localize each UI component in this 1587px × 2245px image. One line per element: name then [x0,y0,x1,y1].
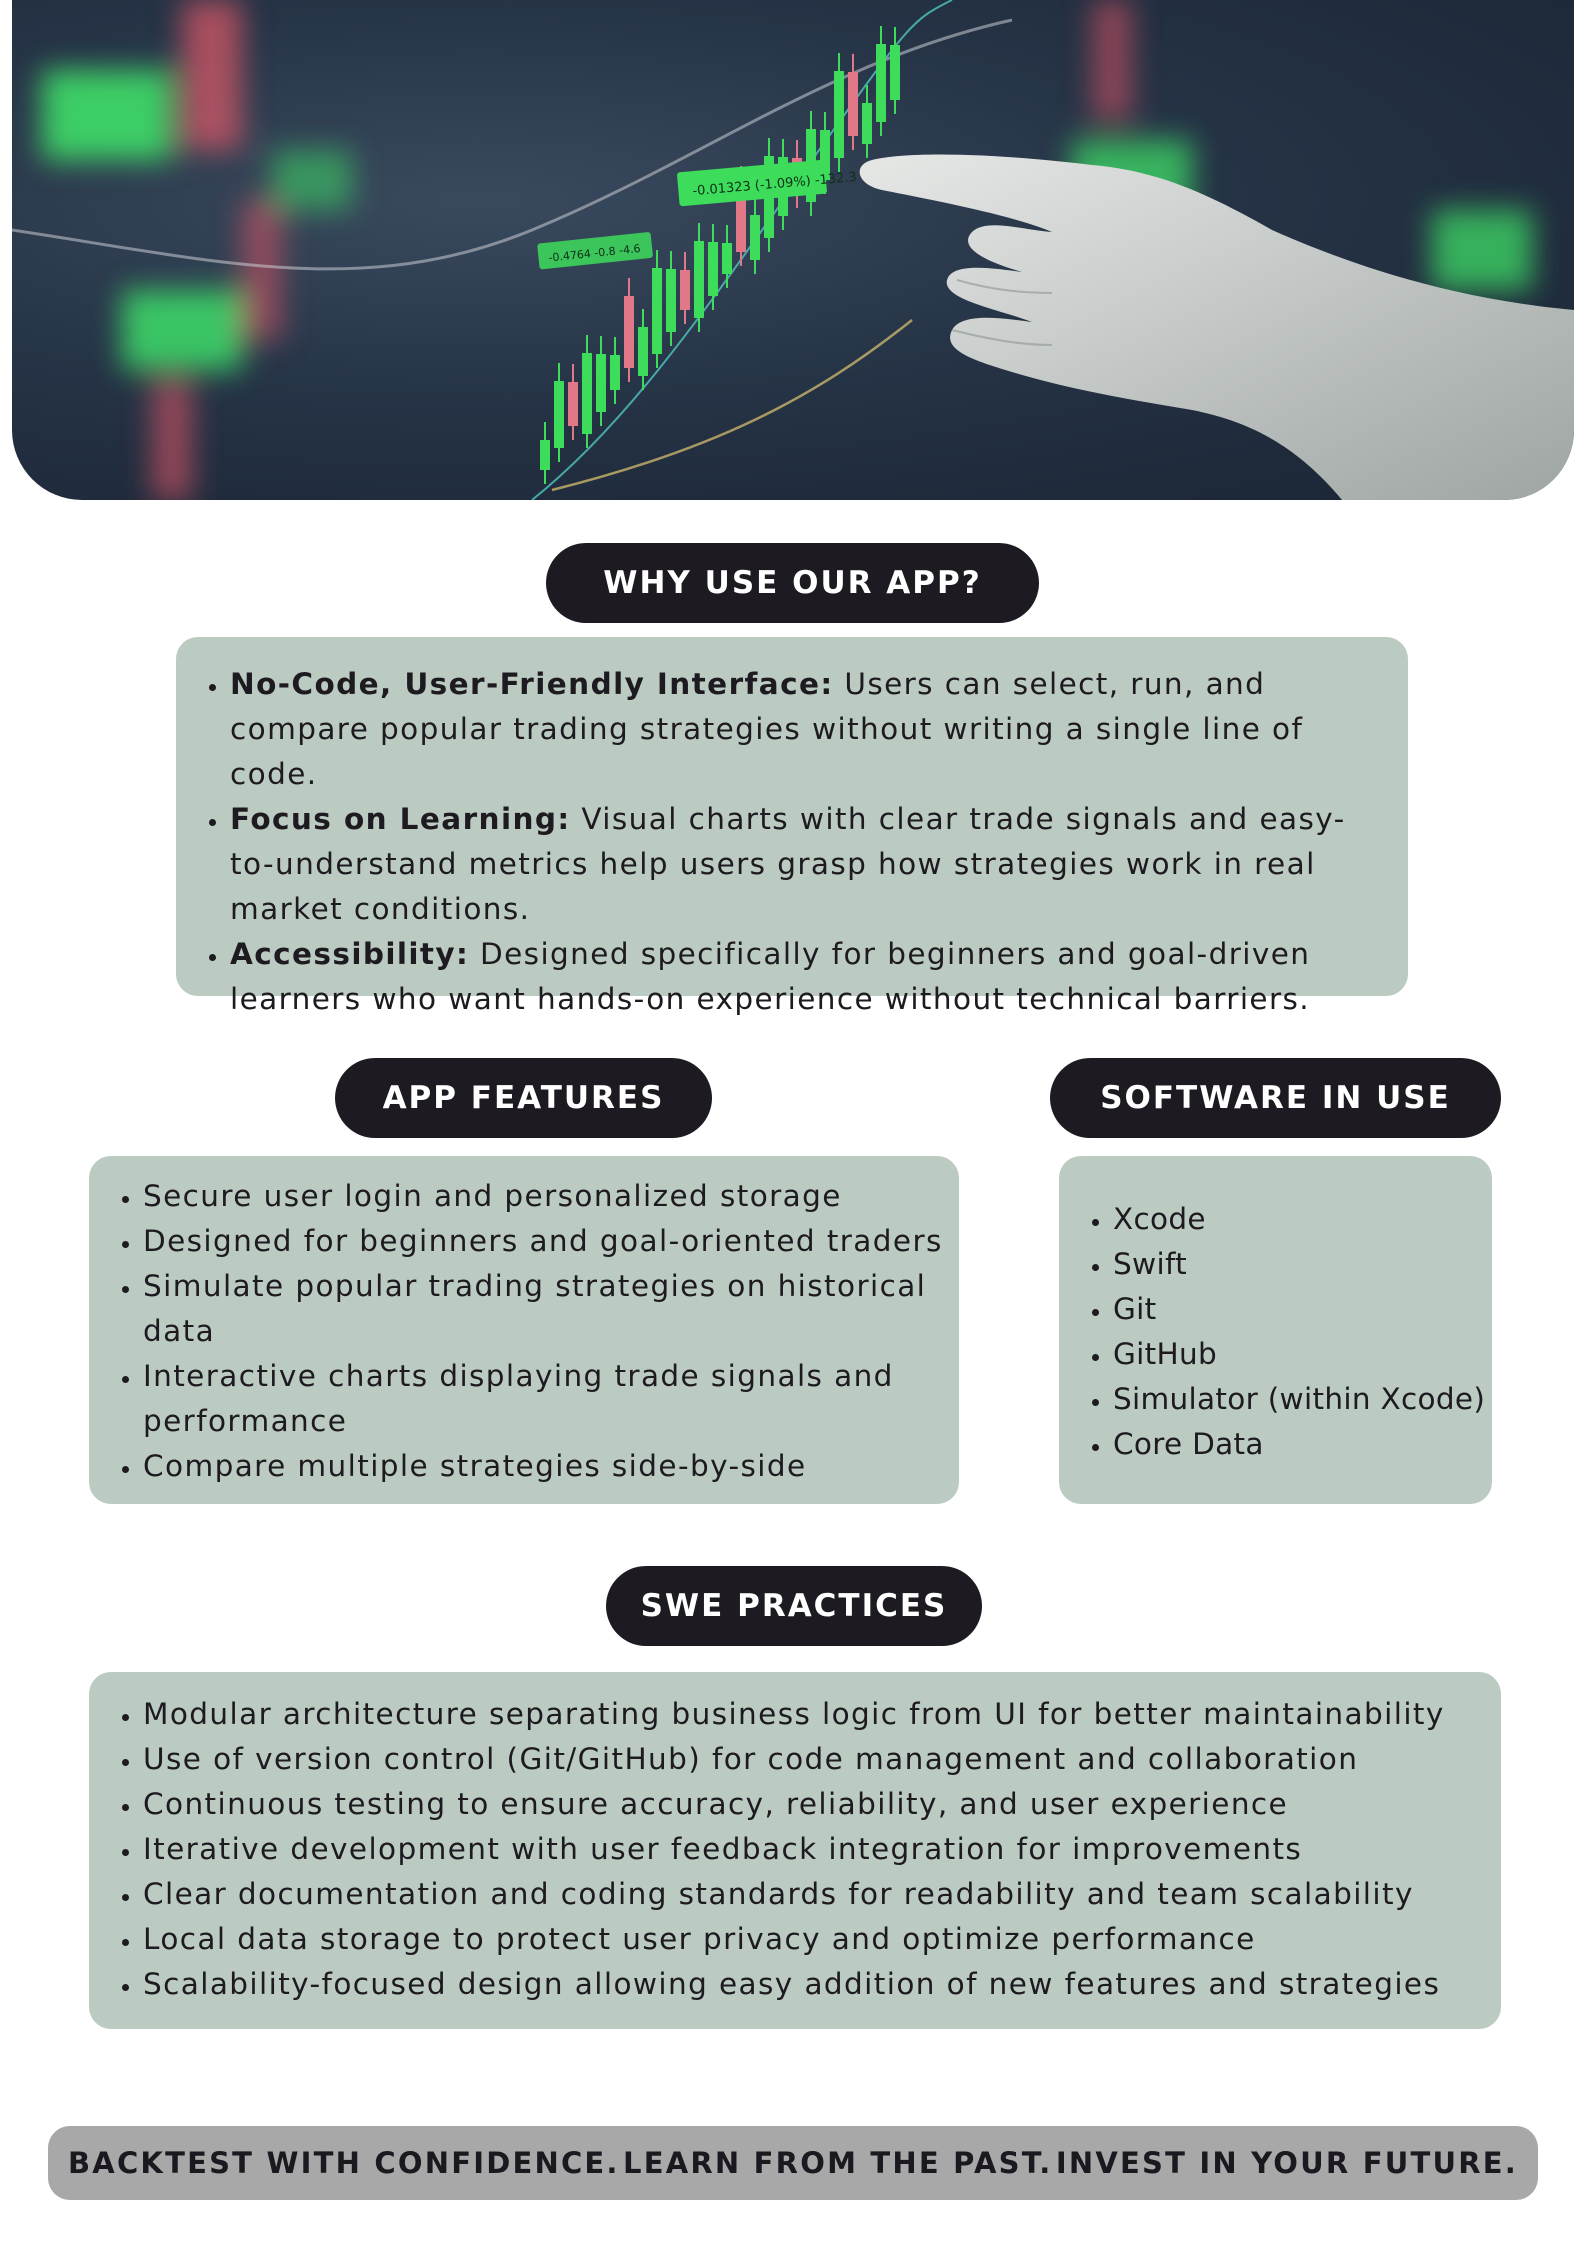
candle-body [652,268,662,354]
swe-item: • Local data storage to protect user privacy and optimize performance [143,1917,1491,1962]
swe-card [89,1672,1501,2029]
candle-body [638,327,648,376]
candle-body [890,45,900,100]
why-list [176,662,1378,1022]
features-card [89,1156,959,1504]
why-section-heading [546,543,1039,623]
candle-body [624,296,634,368]
footer-banner [48,2126,1538,2200]
candle-body [708,242,718,296]
why-card [176,637,1408,1016]
candle-body [750,215,760,260]
software-item: • GitHub [1113,1332,1486,1377]
software-item: • Swift [1113,1242,1486,1287]
why-section-title: WHY USE OUR APP? [603,565,982,601]
feature-item: • Designed for beginners and goal-oriented traders [143,1219,949,1264]
software-list [1059,1197,1486,1467]
footer-phrase: LEARN FROM THE PAST. [623,2146,1053,2180]
swe-list [89,1692,1491,2007]
why-item [230,662,1378,797]
candle-body [582,353,592,434]
candle-body [666,269,676,332]
pointing-hand [860,155,1574,500]
why-item-label: No-Code, User-Friendly Interface: [230,667,834,701]
software-item: • Simulator (within Xcode) [1113,1377,1486,1422]
candle-body [694,241,704,318]
software-item: • Git [1113,1287,1486,1332]
feature-item: • Simulate popular trading strategies on historical data [143,1264,949,1354]
footer-phrase: BACKTEST WITH CONFIDENCE. [68,2146,620,2180]
why-item [230,797,1378,932]
feature-item: • Secure user login and personalized storage [143,1174,949,1219]
swe-item: • Iterative development with user feedback integration for improvements [143,1827,1491,1872]
candle-body [862,103,872,144]
candle-body [722,243,732,274]
candle-body [554,381,564,448]
swe-section-title: SWE PRACTICES [640,1588,948,1624]
software-item: • Xcode [1113,1197,1486,1242]
price-tag-text: -0.4764 -0.8 -4.6 [547,241,642,265]
why-item-label: Focus on Learning: [230,802,571,836]
candle-body [834,71,844,158]
candle-body [680,270,690,310]
why-item [230,932,1378,1022]
why-item-text: Users can select, run, and compare popular trading strategies without writing a single line of code. [230,667,1304,791]
why-item-text: Designed specifically for beginners and goal-driven learners who want hands-on experience without technical barriers. [230,937,1311,1016]
swe-item: • Scalability-focused design allowing easy addition of new features and strategies [143,1962,1491,2007]
why-item-text: Visual charts with clear trade signals and easy-to-understand metrics help users grasp how strategies work in real market conditions. [230,802,1346,926]
software-section-title: SOFTWARE IN USE [1100,1080,1451,1116]
hero-chart-illustration [12,0,1574,500]
swe-item: • Use of version control (Git/GitHub) for code management and collaboration [143,1737,1491,1782]
software-card [1059,1156,1492,1504]
feature-item: • Compare multiple strategies side-by-side [143,1444,949,1489]
why-item-label: Accessibility: [230,937,470,971]
candle-body [610,355,620,390]
software-section-heading [1050,1058,1501,1138]
software-item: • Core Data [1113,1422,1486,1467]
swe-item: • Clear documentation and coding standards for readability and team scalability [143,1872,1491,1917]
price-tag-text: -0.01323 (-1.09%) -132.3 [691,169,858,200]
feature-item: • Interactive charts displaying trade signals and performance [143,1354,949,1444]
features-list [89,1174,949,1489]
features-section-title: APP FEATURES [382,1080,665,1116]
swe-item: • Continuous testing to ensure accuracy, reliability, and user experience [143,1782,1491,1827]
hero-image [12,0,1574,500]
candle-body [848,72,858,136]
candle-body [876,44,886,122]
candle-body [596,354,606,412]
features-section-heading [335,1058,712,1138]
candle-body [568,382,578,426]
swe-section-heading [606,1566,982,1646]
swe-item: • Modular architecture separating business logic from UI for better maintainability [143,1692,1491,1737]
footer-phrase: INVEST IN YOUR FUTURE. [1055,2146,1518,2180]
candle-body [540,440,550,470]
